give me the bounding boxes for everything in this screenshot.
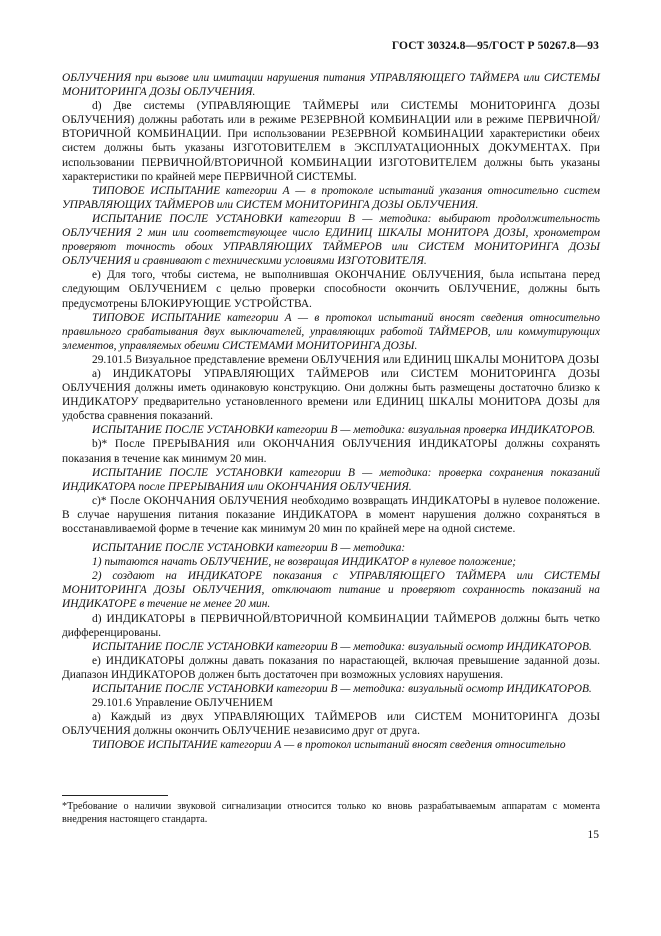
paragraph: е) Для того, чтобы система, не выполнившая ОКОНЧАНИЕ ОБЛУЧЕНИЯ, была испытана перед следующим ОБЛУЧЕНИЕМ с целью проверки способности окончить ОБЛУЧЕНИЕ, должны быть предусмотрены БЛОКИРУЮЩИЕ УСТРОЙСТВА. [62, 269, 600, 310]
paragraph: ИСПЫТАНИЕ ПОСЛЕ УСТАНОВКИ категории В — методика: визуальный осмотр ИНДИКАТОРОВ. [92, 640, 592, 653]
paragraph: ИСПЫТАНИЕ ПОСЛЕ УСТАНОВКИ категории В — методика: визуальный осмотр ИНДИКАТОРОВ. [92, 683, 592, 696]
paragraph: d) ИНДИКАТОРЫ в ПЕРВИЧНОЙ/ВТОРИЧНОЙ КОМБИНАЦИИ ТАЙМЕРОВ должны быть четко дифференцированы. [62, 612, 600, 639]
paragraph: ИСПЫТАНИЕ ПОСЛЕ УСТАНОВКИ категории В — методика: выбирают продолжительность ОБЛУЧЕНИЯ 2 мин или соответствующее число ЕДИНИЦ ШКАЛЫ МОНИТОРА ДОЗЫ, хронометром проверяют точность обоих УПРАВЛЯЮЩИХ ТАЙМЕРОВ или СИСТЕМ МОНИТОРИНГА ДОЗЫ ОБЛУЧЕНИЯ и сравнивают с техническими условиями ИЗГОТОВИТЕЛЯ. [62, 212, 600, 268]
paragraph: 2) создают на ИНДИКАТОРЕ показания с УПРАВЛЯЮЩЕГО ТАЙМЕРА или СИСТЕМЫ МОНИТОРИНГА ДОЗЫ ОБЛУЧЕНИЯ, отключают питание и проверяют сохранность показаний на ИНДИКАТОРЕ в течение не менее 20 мин. [62, 570, 600, 611]
page-number: 15 [587, 829, 599, 841]
paragraph: ИСПЫТАНИЕ ПОСЛЕ УСТАНОВКИ категории В — методика: проверка сохранения показаний ИНДИКАТОРА после ПРЕРЫВАНИЯ или ОКОНЧАНИЯ ОБЛУЧЕНИЯ. [62, 466, 600, 493]
paragraph: а) Каждый из двух УПРАВЛЯЮЩИХ ТАЙМЕРОВ или СИСТЕМ МОНИТОРИНГА ДОЗЫ ОБЛУЧЕНИЯ должны окончить ОБЛУЧЕНИЕ независимо друг от друга. [62, 711, 600, 738]
paragraph: 29.101.6 Управление ОБЛУЧЕНИЕМ [92, 697, 273, 710]
paragraph: а) ИНДИКАТОРЫ УПРАВЛЯЮЩИХ ТАЙМЕРОВ или СИСТЕМ МОНИТОРИНГА ДОЗЫ ОБЛУЧЕНИЯ должны иметь одинаковую конструкцию. Они должны быть размещены достаточно близко к ИНДИКАТОРУ предварительно установленного времени или ЕДИНИЦ ШКАЛЫ МОНИТОРА ДОЗЫ для удобства сравнения показаний. [62, 367, 600, 423]
paragraph: ТИПОВОЕ ИСПЫТАНИЕ категории А — в протокол испытаний вносят сведения относительно [92, 739, 566, 752]
paragraph: 29.101.5 Визуальное представление времени ОБЛУЧЕНИЯ или ЕДИНИЦ ШКАЛЫ МОНИТОРА ДОЗЫ [92, 353, 600, 366]
paragraph: ТИПОВОЕ ИСПЫТАНИЕ категории А — в протоколе испытаний указания относительно систем УПРАВЛЯЮЩИХ ТАЙМЕРОВ или СИСТЕМ МОНИТОРИНГА ДОЗЫ ОБЛУЧЕНИЯ. [62, 184, 600, 211]
paragraph: с)* После ОКОНЧАНИЯ ОБЛУЧЕНИЯ необходимо возвращать ИНДИКАТОРЫ в нулевое положение. В случае нарушения питания показание ИНДИКАТОРА в момент нарушения должно сохраняться в восстанавливаемой форме в течение как минимум 20 мин по крайней мере на одной системе. [62, 494, 600, 535]
footnote-separator [62, 795, 168, 796]
document-body [62, 71, 600, 753]
paragraph: ОБЛУЧЕНИЯ при вызове или имитации нарушения питания УПРАВЛЯЮЩЕГО ТАЙМЕРА или СИСТЕМЫ МОНИТОРИНГА ДОЗЫ ОБЛУЧЕНИЯ. [62, 72, 600, 99]
footnote: *Требование о наличии звуковой сигнализации относится только ко вновь разрабатываемым аппаратам с момента внедрения настоящего стандарта. [62, 801, 600, 825]
paragraph: 1) пытаются начать ОБЛУЧЕНИЕ, не возвращая ИНДИКАТОР в нулевое положение; [92, 556, 517, 569]
paragraph: е) ИНДИКАТОРЫ должны давать показания по нарастающей, включая превышение заданной дозы. Диапазон ИНДИКАТОРОВ должен быть достаточен при возможных условиях нарушения. [62, 654, 600, 681]
paragraph: d) Две системы (УПРАВЛЯЮЩИЕ ТАЙМЕРЫ или СИСТЕМЫ МОНИТОРИНГА ДОЗЫ ОБЛУЧЕНИЯ) должны работать или в режиме РЕЗЕРВНОЙ КОМБИНАЦИИ или в режиме ПЕРВИЧНОЙ/ВТОРИЧНОЙ КОМБИНАЦИИ. При использовании РЕЗЕРВНОЙ КОМБИНАЦИИ характеристики обеих систем должны быть указаны ИЗГОТОВИТЕЛЕМ в ЭКСПЛУАТАЦИОННЫХ ДОКУМЕНТАХ. При использовании ПЕРВИЧНОЙ/ВТОРИЧНОЙ КОМБИНАЦИИ ИЗГОТОВИТЕЛЕМ должны быть указаны характеристики по крайней мере ПЕРВИЧНОЙ СИСТЕМЫ. [62, 100, 600, 183]
paragraph: ТИПОВОЕ ИСПЫТАНИЕ категории А — в протокол испытаний вносят сведения относительно правильного срабатывания двух выключателей, управляющих работой ТАЙМЕРОВ, или коммутирующих элементов, управляемых обеими СИСТЕМАМИ МОНИТОРИНГА ДОЗЫ. [62, 311, 600, 352]
paragraph: ИСПЫТАНИЕ ПОСЛЕ УСТАНОВКИ категории В — методика: [92, 542, 406, 555]
document-header: ГОСТ 30324.8—95/ГОСТ Р 50267.8—93 [391, 40, 599, 52]
paragraph: ИСПЫТАНИЕ ПОСЛЕ УСТАНОВКИ категории В — методика: визуальная проверка ИНДИКАТОРОВ. [92, 424, 596, 437]
paragraph: b)* После ПРЕРЫВАНИЯ или ОКОНЧАНИЯ ОБЛУЧЕНИЯ ИНДИКАТОРЫ должны сохранять показания в течение как минимум 20 мин. [62, 438, 600, 465]
